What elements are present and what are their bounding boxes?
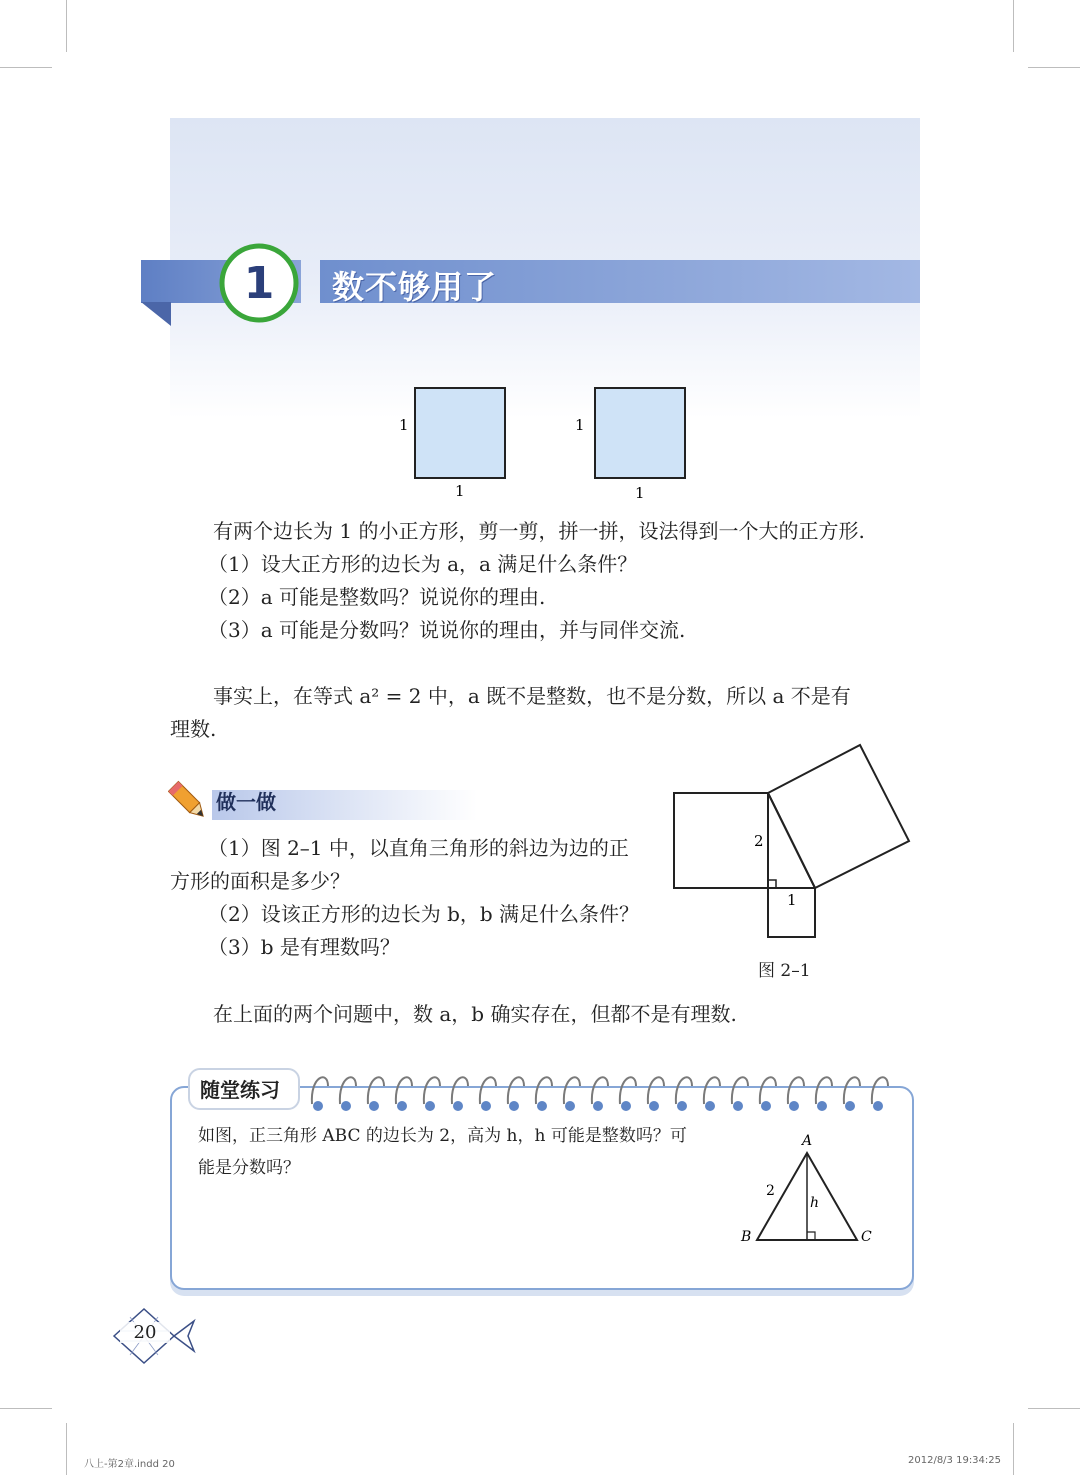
spiral-ring xyxy=(760,1077,776,1104)
page-number: 20 xyxy=(120,1322,170,1343)
exercise-text-line-1: 如图，正三角形 ABC 的边长为 2，高为 h，h 可能是整数吗？可 xyxy=(198,1126,687,1146)
figure-caption: 图 2–1 xyxy=(758,961,811,981)
spiral-hole xyxy=(509,1101,519,1111)
unit-square-left xyxy=(415,388,505,478)
problem-intro: 有两个边长为 1 的小正方形，剪一剪，拼一拼，设法得到一个大的正方形. xyxy=(213,519,865,543)
right-angle-mark xyxy=(807,1232,815,1240)
unit-square-right xyxy=(595,388,685,478)
spiral-ring xyxy=(704,1077,720,1104)
vertical-leg-label: 2 xyxy=(754,832,764,850)
activity-question-3: （3）b 是有理数吗？ xyxy=(208,935,400,959)
spiral-hole xyxy=(537,1101,547,1111)
activity-question-1-line-2: 方形的面积是多少？ xyxy=(170,869,350,893)
spiral-hole xyxy=(873,1101,883,1111)
spiral-hole xyxy=(313,1101,323,1111)
section-title: 数不够用了 xyxy=(332,268,498,306)
vertex-c-label: C xyxy=(861,1229,872,1245)
figure-2-1 xyxy=(668,738,918,988)
unit-squares-figure xyxy=(390,380,700,505)
spiral-ring xyxy=(340,1077,356,1104)
activity-question-1-line-1: （1）图 2–1 中，以直角三角形的斜边为边的正 xyxy=(208,836,629,860)
side-label: 1 xyxy=(575,416,585,434)
fact-line-1: 事实上，在等式 a² = 2 中，a 既不是整数，也不是分数，所以 a 不是有 xyxy=(213,684,851,708)
spiral-ring xyxy=(872,1077,888,1104)
spiral-hole xyxy=(845,1101,855,1111)
activity-question-2: （2）设该正方形的边长为 b，b 满足什么条件？ xyxy=(208,902,640,926)
spiral-hole xyxy=(621,1101,631,1111)
vertex-b-label: B xyxy=(741,1229,752,1245)
spiral-hole xyxy=(593,1101,603,1111)
problem-question-3: （3）a 可能是分数吗？说说你的理由，并与同伴交流. xyxy=(208,618,686,642)
spiral-hole xyxy=(369,1101,379,1111)
problem-question-1: （1）设大正方形的边长为 a，a 满足什么条件？ xyxy=(208,552,638,576)
crop-mark xyxy=(1013,0,1014,52)
horizontal-leg-label: 1 xyxy=(787,891,797,909)
crop-mark xyxy=(1028,1408,1080,1409)
crop-mark xyxy=(0,1408,52,1409)
spiral-ring xyxy=(844,1077,860,1104)
equilateral-triangle-figure xyxy=(735,1125,885,1250)
problem-question-2: （2）a 可能是整数吗？说说你的理由. xyxy=(208,585,546,609)
header-fold-shadow xyxy=(141,302,171,328)
spiral-ring xyxy=(396,1077,412,1104)
right-angle-mark xyxy=(768,880,776,888)
crop-mark xyxy=(66,1423,67,1475)
pencil-icon xyxy=(168,780,210,824)
spiral-hole xyxy=(565,1101,575,1111)
spiral-ring xyxy=(368,1077,384,1104)
spiral-ring xyxy=(424,1077,440,1104)
side-length-label: 2 xyxy=(766,1183,775,1199)
spiral-ring xyxy=(452,1077,468,1104)
spiral-hole xyxy=(481,1101,491,1111)
spiral-ring xyxy=(788,1077,804,1104)
spiral-ring xyxy=(536,1077,552,1104)
exercise-label: 随堂练习 xyxy=(200,1078,280,1102)
section-number: 1 xyxy=(243,258,275,309)
spiral-ring xyxy=(312,1077,328,1104)
height-label: h xyxy=(810,1195,820,1211)
crop-mark xyxy=(1013,1423,1014,1475)
section-number-badge xyxy=(218,242,300,324)
crop-mark xyxy=(0,67,52,68)
spiral-ring xyxy=(648,1077,664,1104)
exercise-text-line-2: 能是分数吗？ xyxy=(198,1158,300,1178)
spiral-ring xyxy=(816,1077,832,1104)
side-label: 1 xyxy=(455,482,465,500)
spiral-ring xyxy=(620,1077,636,1104)
spiral-hole xyxy=(789,1101,799,1111)
spiral-binding xyxy=(305,1066,905,1114)
spiral-hole xyxy=(761,1101,771,1111)
square-on-hypotenuse xyxy=(768,745,909,888)
spiral-hole xyxy=(817,1101,827,1111)
spiral-ring xyxy=(508,1077,524,1104)
footer-filename: 八上-第2章.indd 20 xyxy=(84,1459,175,1470)
spiral-hole xyxy=(425,1101,435,1111)
vertex-a-label: A xyxy=(802,1133,813,1149)
hypotenuse xyxy=(768,793,815,888)
spiral-hole xyxy=(397,1101,407,1111)
activity-label: 做一做 xyxy=(216,790,276,814)
spiral-hole xyxy=(453,1101,463,1111)
crop-mark xyxy=(66,0,67,52)
crop-mark xyxy=(1028,67,1080,68)
spiral-hole xyxy=(677,1101,687,1111)
side-label: 1 xyxy=(399,416,409,434)
spiral-hole xyxy=(649,1101,659,1111)
spiral-ring xyxy=(732,1077,748,1104)
spiral-ring xyxy=(676,1077,692,1104)
side-label: 1 xyxy=(635,484,645,502)
spiral-ring xyxy=(564,1077,580,1104)
spiral-hole xyxy=(705,1101,715,1111)
spiral-hole xyxy=(733,1101,743,1111)
conclusion-text: 在上面的两个问题中，数 a，b 确实存在，但都不是有理数. xyxy=(213,1002,737,1026)
spiral-ring xyxy=(592,1077,608,1104)
spiral-ring xyxy=(480,1077,496,1104)
spiral-hole xyxy=(341,1101,351,1111)
footer-timestamp: 2012/8/3 19:34:25 xyxy=(908,1455,1002,1466)
fact-line-2: 理数. xyxy=(170,717,217,741)
